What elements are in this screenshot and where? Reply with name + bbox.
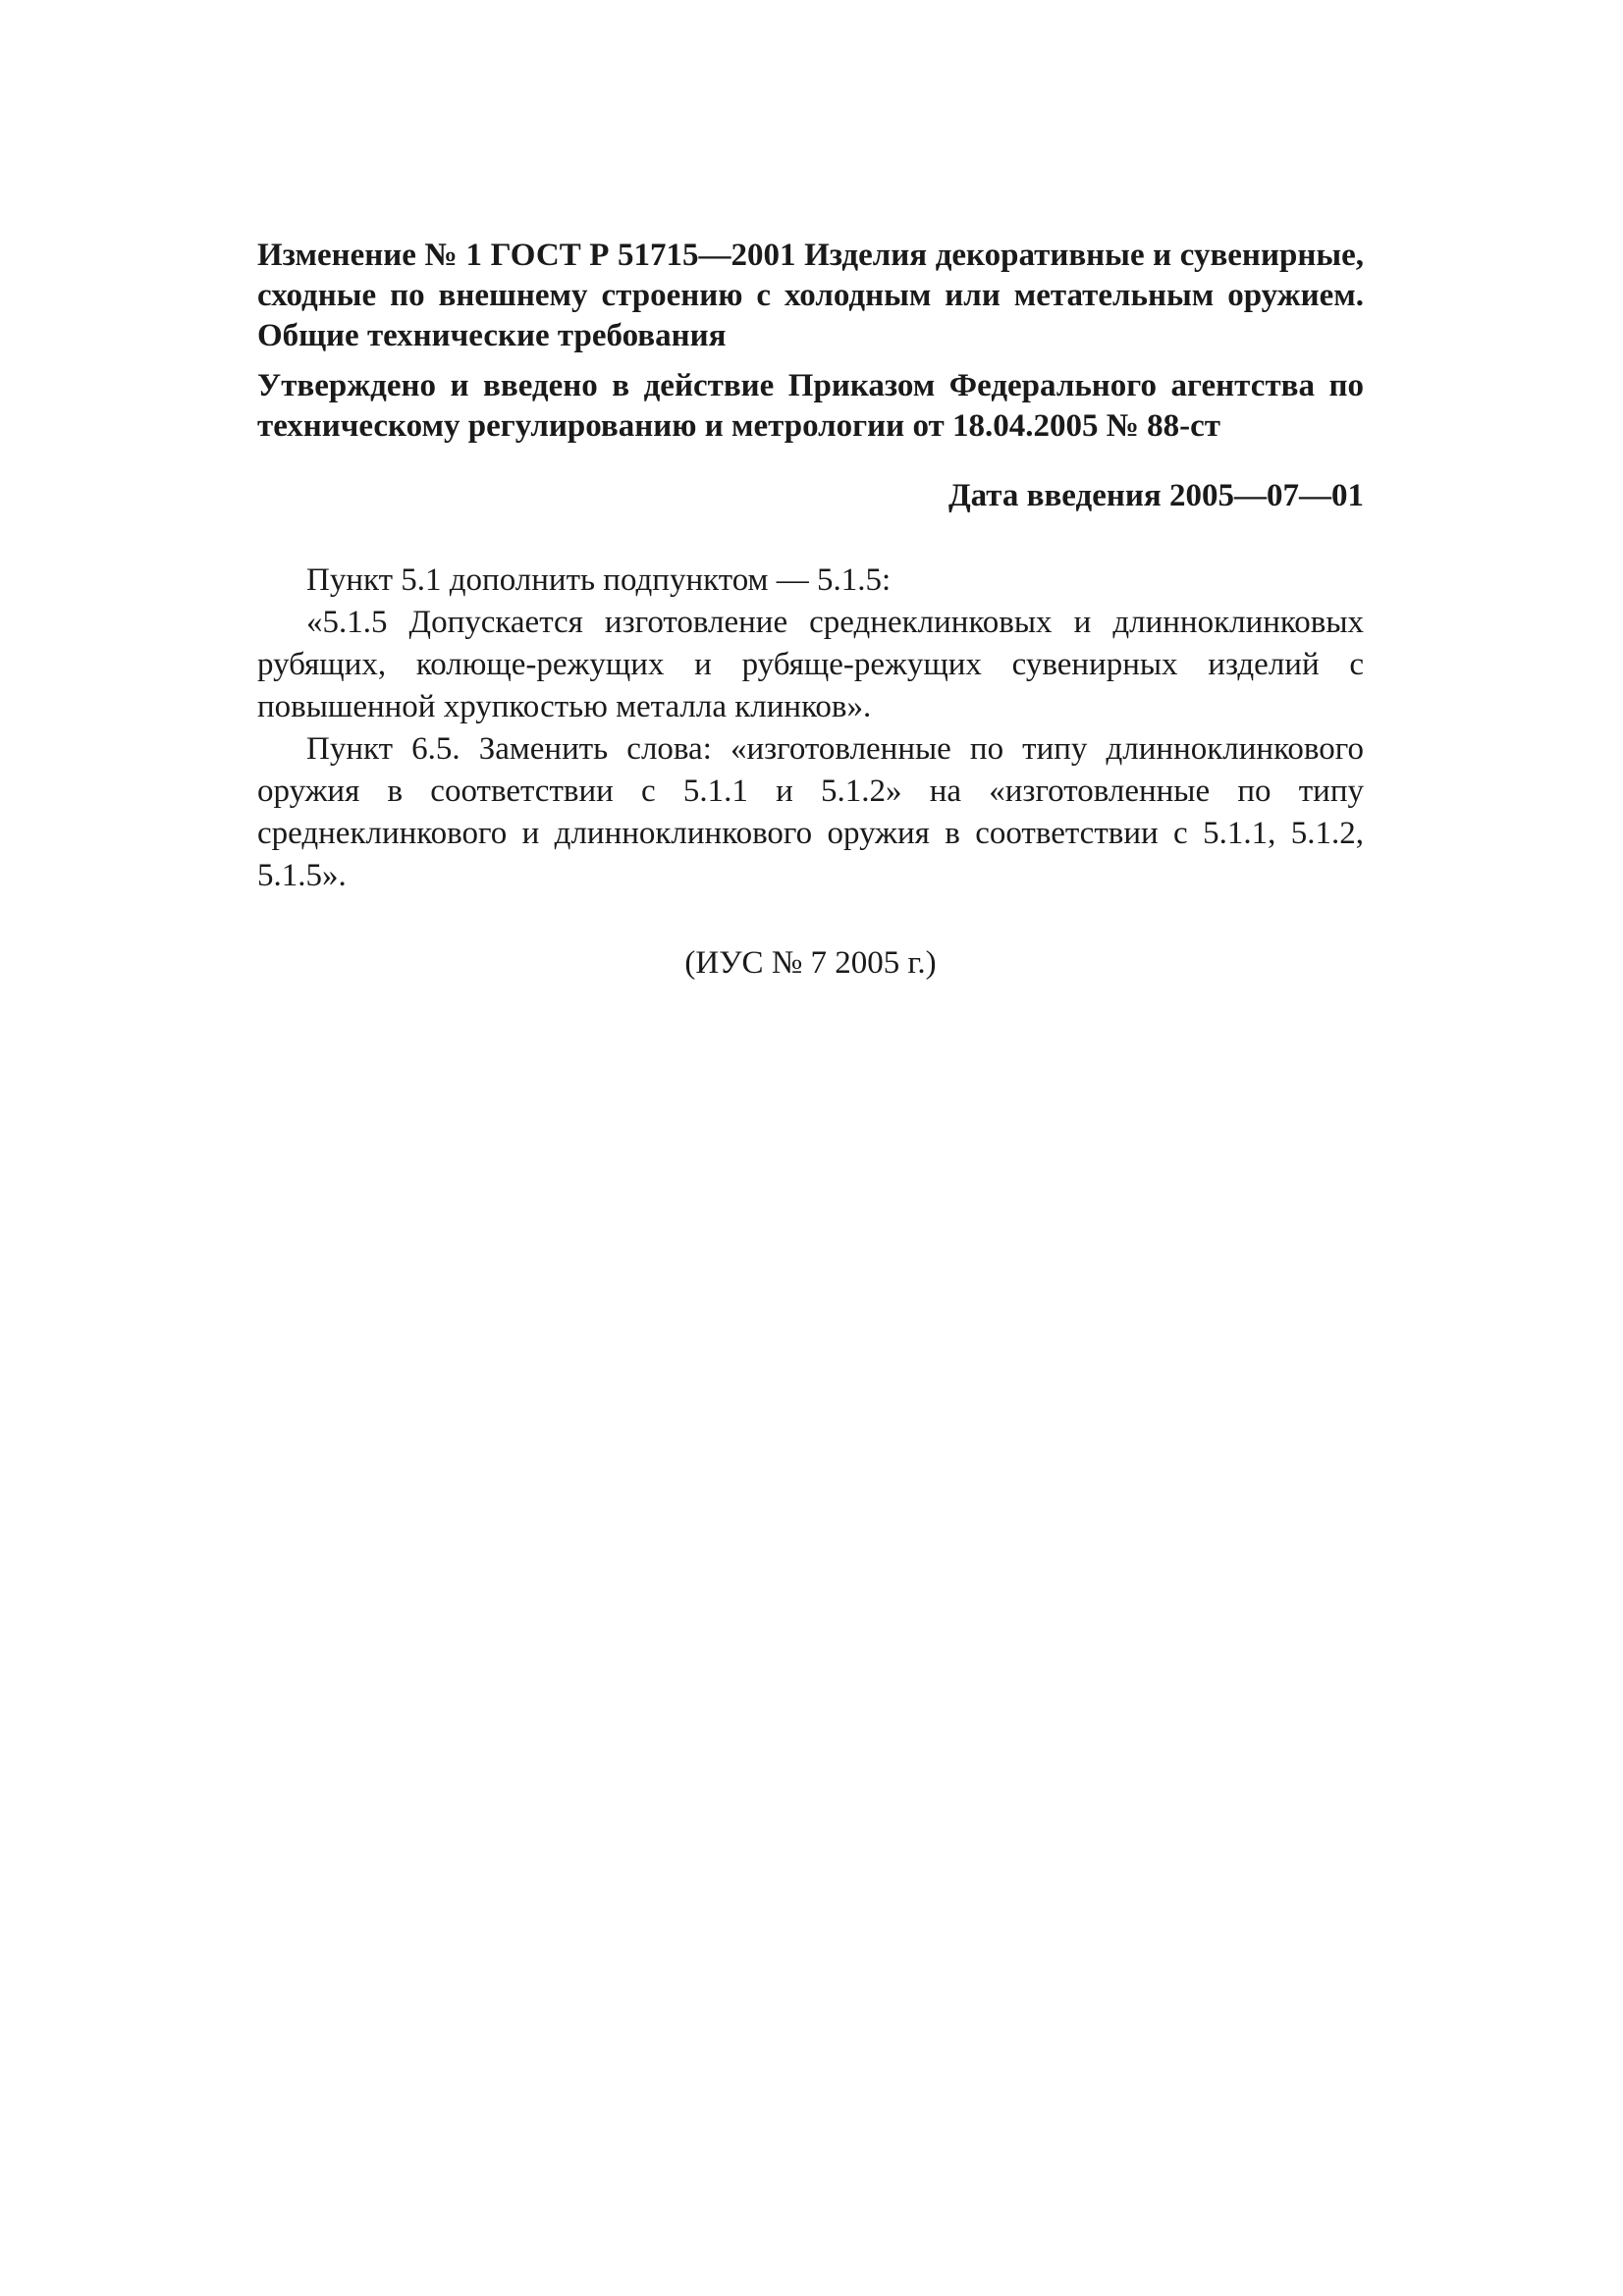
paragraph-clause-5-1: Пункт 5.1 дополнить подпунктом — 5.1.5: [306, 562, 892, 598]
effective-date: Дата введения 2005—07—01 [947, 478, 1364, 513]
document-content [257, 236, 1364, 985]
amendment-body [257, 560, 1364, 897]
document-heading: Изменение № 1 ГОСТ Р 51715—2001 Изделия декоративные и сувенирные, сходные по внешнему строению с холодным или метательным оружием. Общие технические требования [257, 238, 1364, 353]
paragraph-clause-5-1-5: «5.1.5 Допускается изготовление среднеклинковых и длинноклинковых рубящих, колюще-режущих и рубяще-режущих сувенирных изделий с повышенной хрупкостью металла клинков». [257, 605, 1364, 724]
publication-source: (ИУС № 7 2005 г.) [684, 945, 937, 981]
paragraph-clause-6-5: Пункт 6.5. Заменить слова: «изготовленные по типу длинноклинкового оружия в соответствии с 5.1.1 и 5.1.2» на «изготовленные по типу среднеклинкового и длинноклинкового оружия в соответствии с 5.1.1, 5.1.2, 5.1.5». [257, 731, 1364, 893]
approval-statement: Утверждено и введено в действие Приказом Федерального агентства по техническому регулированию и метрологии от 18.04.2005 № 88-ст [257, 368, 1364, 444]
